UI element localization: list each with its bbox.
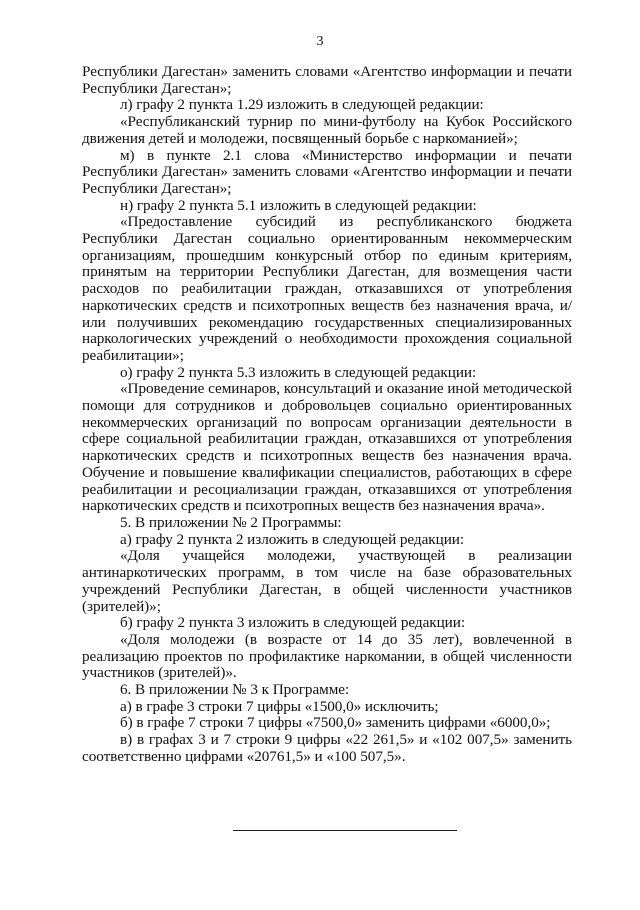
- paragraph-item-m: м) в пункте 2.1 слова «Министерство информации и печати Республики Дагестан» заменить словами «Агентство информации и печати Республики Дагестан»;: [82, 146, 572, 197]
- paragraph-item-l: л) графу 2 пункта 1.29 изложить в следующей редакции:: [120, 96, 484, 114]
- paragraph-item-6a: а) в графе 3 строки 7 цифры «1500,0» исключить;: [120, 697, 439, 715]
- paragraph-item-b: б) графу 2 пункта 3 изложить в следующей редакции:: [120, 614, 466, 632]
- paragraph-quote-youth: «Доля молодежи (в возрасте от 14 до 35 лет), вовлеченной в реализацию проектов по профилактике наркомании, в общей численности участников (зрителей)».: [82, 630, 572, 682]
- paragraph-item-a: а) графу 2 пункта 2 изложить в следующей редакции:: [120, 530, 465, 548]
- paragraph-continuation: Республики Дагестан» заменить словами «Агентство информации и печати Республики Дагестан»;: [82, 63, 572, 97]
- paragraph-item-n: н) графу 2 пункта 5.1 изложить в следующей редакции:: [120, 196, 477, 214]
- page-number: 3: [316, 34, 324, 49]
- paragraph-quote-tournament: «Республиканский турнир по мини-футболу на Кубок Российского движения детей и молодежи, посвященный борьбе с наркоманией»;: [82, 113, 572, 147]
- paragraph-quote-subsidies: «Предоставление субсидий из республиканского бюджета Республики Дагестан социально ориентированным некоммерческим организациям, прошедшим конкурсный отбор по единым критериям, принятым на территории Республики Дагестан, для возмещения части расходов по реабилитации граждан, отказавшихся от употребления наркотических средств и психотропных веществ без назначения врача, и/или получивших рекомендацию государственных специализированных наркологических учреждений о необходимости прохождения социальной реабилитации»;: [82, 213, 572, 364]
- document-body: [82, 64, 572, 766]
- paragraph-quote-students: «Доля учащейся молодежи, участвующей в реализации антинаркотических программ, в том числе на базе образовательных учреждений Республики Дагестан, в общей численности участников (зрителей)»;: [82, 547, 572, 615]
- paragraph-section-5: 5. В приложении № 2 Программы:: [120, 513, 342, 531]
- paragraph-item-6b: б) в графе 7 строки 7 цифры «7500,0» заменить цифрами «6000,0»;: [120, 714, 551, 732]
- paragraph-quote-seminars: «Проведение семинаров, консультаций и оказание иной методической помощи для сотрудников и добровольцев социально ориентированных некоммерческих организаций по вопросам организации деятельности в сфере социальной реабилитации граждан, отказавшихся от употребления наркотических средств и психотропных веществ без назначения врача. Обучение и повышение квалификации специалистов, работающих в сфере реабилитации и ресоциализации граждан, отказавшихся от употребления наркотических средств и психотропных веществ без назначения врача».: [82, 380, 572, 515]
- paragraph-section-6: 6. В приложении № 3 к Программе:: [120, 681, 350, 699]
- closing-rule: [233, 830, 457, 831]
- paragraph-item-6v: в) в графах 3 и 7 строки 9 цифры «22 261,5» и «102 007,5» заменить соответственно цифрами «20761,5» и «100 507,5».: [82, 731, 572, 765]
- paragraph-item-o: о) графу 2 пункта 5.3 изложить в следующей редакции:: [120, 363, 477, 381]
